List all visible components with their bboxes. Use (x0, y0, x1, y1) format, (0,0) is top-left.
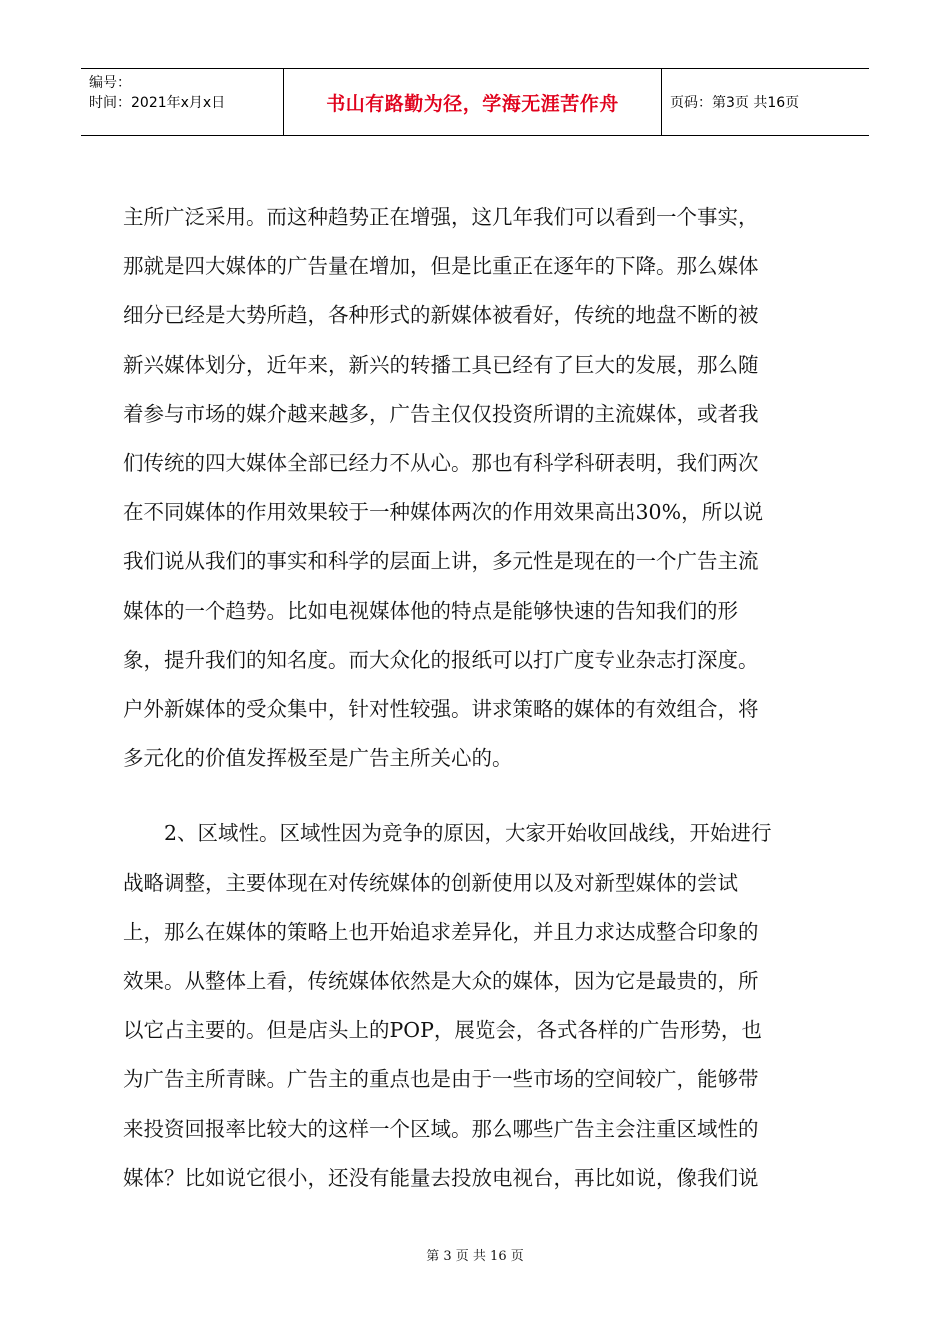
text-line: 新兴媒体划分，近年来，新兴的转播工具已经有了巨大的发展，那么随 (123, 352, 759, 377)
text-line: 效果。从整体上看，传统媒体依然是大众的媒体，因为它是最贵的，所 (123, 969, 759, 994)
text-line: 在不同媒体的作用效果较于一种媒体两次的作用效果高出30%，所以说 (123, 500, 764, 525)
document-body (123, 193, 833, 1203)
text-line: 战略调整，主要体现在对传统媒体的创新使用以及对新型媒体的尝试 (123, 870, 738, 895)
text-line: 们传统的四大媒体全部已经力不从心。那也有科学科研表明，我们两次 (123, 451, 759, 476)
page-footer: 第 3 页 共 16 页 (426, 1249, 524, 1264)
header-meta-cell (81, 69, 284, 135)
text-line: 为广告主所青睐。广告主的重点也是由于一些市场的空间较广，能够带 (123, 1067, 759, 1092)
paragraph-1 (123, 193, 833, 783)
text-line: 那就是四大媒体的广告量在增加，但是比重正在逐年的下降。那么媒体 (123, 254, 759, 279)
header-page-info: 页码：第3页 共16页 (670, 95, 800, 111)
document-number-label: 编号： (89, 75, 131, 91)
text-line: 象，提升我们的知名度。而大众化的报纸可以打广度专业杂志打深度。 (123, 647, 759, 672)
text-line: 我们说从我们的事实和科学的层面上讲，多元性是现在的一个广告主流 (123, 549, 759, 574)
text-line: 来投资回报率比较大的这样一个区域。那么哪些广告主会注重区域性的 (123, 1116, 759, 1141)
text-line: 细分已经是大势所趋，各种形式的新媒体被看好，传统的地盘不断的被 (123, 303, 759, 328)
text-line: 上，那么在媒体的策略上也开始追求差异化，并且力求达成整合印象的 (123, 919, 759, 944)
text-line: 以它占主要的。但是店头上的POP，展览会，各式各样的广告形势，也 (123, 1018, 762, 1043)
page-header (81, 68, 869, 136)
text-line: 媒体的一个趋势。比如电视媒体他的特点是能够快速的告知我们的形 (123, 598, 738, 623)
text-line: 户外新媒体的受众集中，针对性较强。讲求策略的媒体的有效组合，将 (123, 697, 759, 722)
text-line: 媒体？比如说它很小，还没有能量去投放电视台，再比如说，像我们说 (123, 1165, 759, 1190)
header-motto: 书山有路勤为径，学海无涯苦作舟 (284, 69, 662, 135)
document-date-label: 时间：2021年x月x日 (89, 95, 226, 111)
text-line: 主所广泛采用。而这种趋势正在增强，这几年我们可以看到一个事实， (123, 205, 759, 229)
text-line: 着参与市场的媒介越来越多，广告主仅仅投资所谓的主流媒体，或者我 (123, 401, 759, 426)
text-line: 多元化的价值发挥极至是广告主所关心的。 (123, 746, 513, 771)
text-line: 2、区域性。区域性因为竞争的原因，大家开始收回战线，开始进行 (123, 821, 772, 846)
paragraph-2 (123, 809, 833, 1203)
